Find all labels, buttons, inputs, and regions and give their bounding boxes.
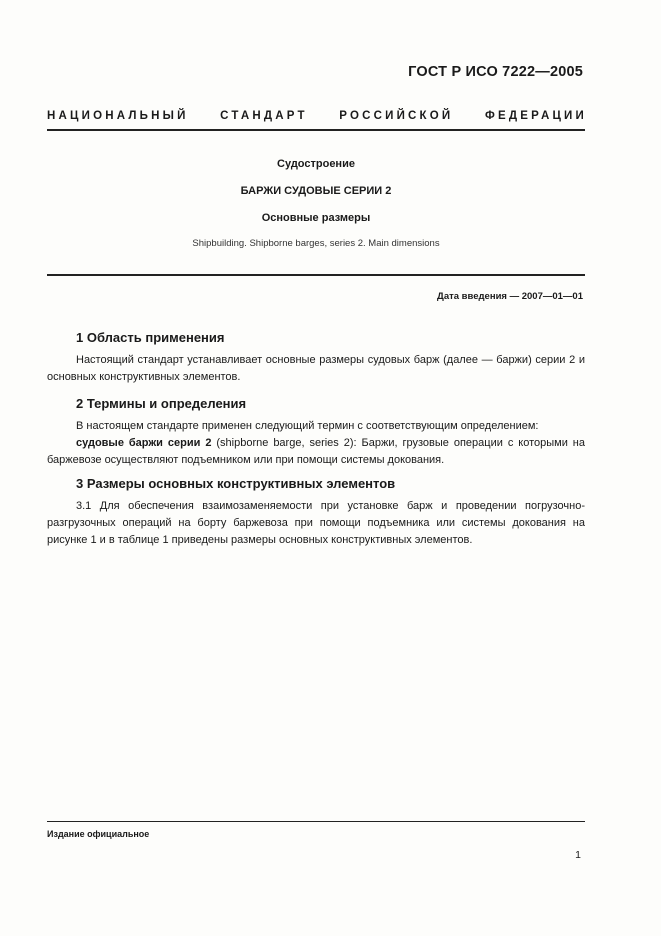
- section-3-paragraph: 3.1 Для обеспечения взаимозаменяемости при установке барж и проведении погрузочно-разгрузочных операций на борту баржевоза при помощи подъемника или системы докования на рисунке 1 и в таблице 1 приведены размеры основных конструктивных элементов.: [47, 500, 585, 546]
- standard-subtitle: Основные размеры: [261, 212, 371, 224]
- section-2-body: [47, 418, 585, 469]
- section-3-body: [47, 498, 585, 549]
- footer-divider: [47, 821, 585, 822]
- term-definition-paragraph: [47, 435, 585, 469]
- section-2-intro-paragraph: В настоящем стандарте применен следующий термин с соответствующим определением:: [76, 420, 539, 432]
- term-definition: (shipborne barge, series 2): Баржи, грузовые операции с которыми на баржевозе осуществляют подъемником или при помощи системы докования.: [47, 437, 585, 466]
- section-2-heading: 2 Термины и определения: [76, 396, 247, 411]
- english-title: Shipbuilding. Shipborne barges, series 2. Main dimensions: [192, 238, 440, 249]
- document-code: ГОСТ Р ИСО 7222—2005: [408, 64, 583, 80]
- defined-term: судовые баржи серии 2: [76, 437, 212, 449]
- section-1-heading: 1 Область применения: [76, 330, 225, 345]
- section-1-body: [47, 352, 585, 386]
- edition-note: Издание официальное: [47, 829, 150, 839]
- header-divider: [47, 129, 585, 131]
- national-standard-banner: НАЦИОНАЛЬНЫЙ СТАНДАРТ РОССИЙСКОЙ ФЕДЕРАЦИИ: [47, 110, 587, 122]
- page-number: 1: [575, 849, 581, 861]
- section-1-paragraph: Настоящий стандарт устанавливает основные размеры судовых барж (далее — баржи) серии 2 и основных конструктивных элементов.: [47, 354, 585, 383]
- standard-title: БАРЖИ СУДОВЫЕ СЕРИИ 2: [240, 185, 392, 197]
- section-3-heading: 3 Размеры основных конструктивных элементов: [76, 476, 396, 491]
- introduction-date: Дата введения — 2007—01—01: [437, 291, 583, 302]
- standard-category: Судостроение: [277, 158, 355, 170]
- title-divider: [47, 274, 585, 276]
